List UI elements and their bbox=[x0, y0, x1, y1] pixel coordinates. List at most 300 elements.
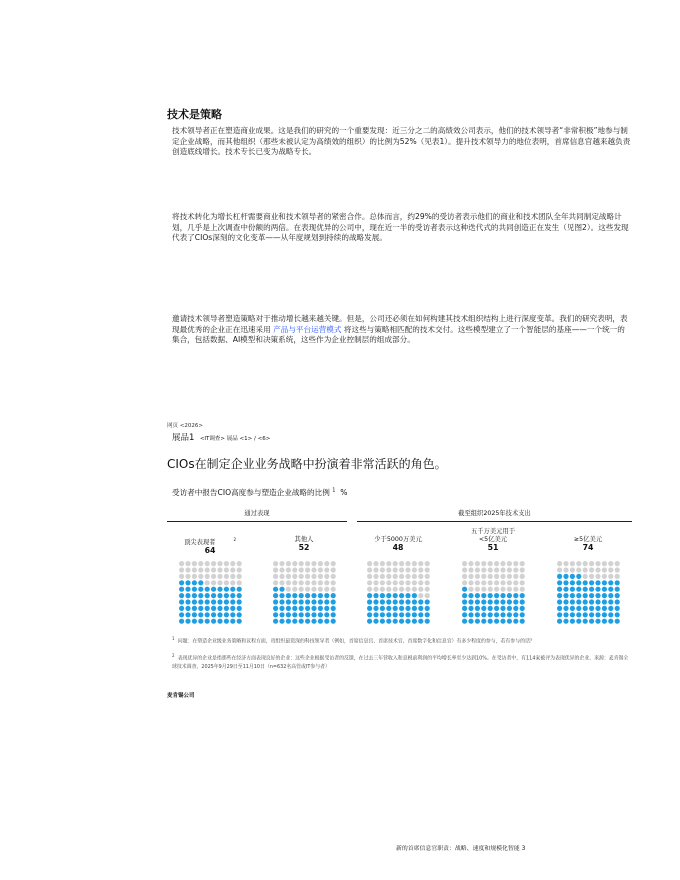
dot-empty bbox=[279, 580, 284, 585]
dot-filled bbox=[204, 587, 209, 592]
dot-filled bbox=[191, 619, 196, 624]
chart-category-label: ≥5亿美元 bbox=[573, 536, 603, 543]
dot-filled bbox=[367, 619, 372, 624]
dot-empty bbox=[367, 574, 372, 579]
dot-filled bbox=[601, 606, 606, 611]
dot-empty bbox=[601, 561, 606, 566]
dot-empty bbox=[236, 561, 241, 566]
dot-empty bbox=[494, 587, 499, 592]
dot-filled bbox=[392, 606, 397, 611]
dot-filled bbox=[211, 612, 216, 617]
dot-filled bbox=[563, 619, 568, 624]
dot-empty bbox=[418, 561, 423, 566]
dot-empty bbox=[418, 574, 423, 579]
dot-filled bbox=[298, 606, 303, 611]
dot-filled bbox=[379, 599, 384, 604]
dot-empty bbox=[324, 561, 329, 566]
dot-empty bbox=[462, 567, 467, 572]
dot-filled bbox=[494, 606, 499, 611]
dot-filled bbox=[519, 612, 524, 617]
dot-empty bbox=[211, 561, 216, 566]
dot-filled bbox=[576, 593, 581, 598]
dot-filled bbox=[576, 619, 581, 624]
dot-filled bbox=[305, 599, 310, 604]
dot-empty bbox=[198, 561, 203, 566]
dot-empty bbox=[298, 561, 303, 566]
dot-filled bbox=[487, 619, 492, 624]
dot-empty bbox=[411, 567, 416, 572]
dot-grid bbox=[462, 561, 525, 624]
dot-empty bbox=[513, 561, 518, 566]
dot-filled bbox=[563, 574, 568, 579]
dot-filled bbox=[285, 619, 290, 624]
dot-filled bbox=[418, 599, 423, 604]
dot-empty bbox=[298, 574, 303, 579]
dot-empty bbox=[230, 574, 235, 579]
dot-filled bbox=[494, 599, 499, 604]
dot-filled bbox=[330, 599, 335, 604]
dot-filled bbox=[198, 593, 203, 598]
dot-filled bbox=[198, 606, 203, 611]
dot-empty bbox=[494, 567, 499, 572]
dot-empty bbox=[513, 580, 518, 585]
dot-filled bbox=[373, 606, 378, 611]
dot-empty bbox=[513, 587, 518, 592]
dot-filled bbox=[298, 619, 303, 624]
dot-empty bbox=[513, 574, 518, 579]
dot-empty bbox=[285, 580, 290, 585]
dot-grid bbox=[179, 561, 242, 624]
subtitle-text: 受访者中报告CIO高度参与塑造企业战略的比例 bbox=[172, 488, 330, 497]
dot-filled bbox=[330, 612, 335, 617]
dot-filled bbox=[324, 619, 329, 624]
dot-filled bbox=[569, 587, 574, 592]
dot-empty bbox=[418, 593, 423, 598]
dot-empty bbox=[608, 574, 613, 579]
exhibit-number: 展品1 bbox=[172, 433, 195, 443]
dot-filled bbox=[292, 606, 297, 611]
dot-empty bbox=[424, 587, 429, 592]
dot-filled bbox=[614, 593, 619, 598]
dot-filled bbox=[462, 619, 467, 624]
dot-empty bbox=[506, 567, 511, 572]
web-label: 网页 <2026> bbox=[167, 423, 203, 429]
dot-filled bbox=[506, 606, 511, 611]
dot-empty bbox=[367, 580, 372, 585]
dot-filled bbox=[411, 606, 416, 611]
dot-filled bbox=[569, 612, 574, 617]
dot-empty bbox=[418, 567, 423, 572]
dot-empty bbox=[474, 567, 479, 572]
dot-filled bbox=[487, 599, 492, 604]
dot-filled bbox=[589, 593, 594, 598]
dot-empty bbox=[324, 574, 329, 579]
dot-filled bbox=[292, 619, 297, 624]
dot-filled bbox=[373, 619, 378, 624]
chart-value-label: 51 bbox=[487, 543, 499, 552]
dot-empty bbox=[373, 567, 378, 572]
dot-filled bbox=[487, 606, 492, 611]
dot-empty bbox=[223, 567, 228, 572]
dot-filled bbox=[474, 599, 479, 604]
dot-empty bbox=[506, 580, 511, 585]
dot-empty bbox=[582, 561, 587, 566]
dot-filled bbox=[285, 612, 290, 617]
dot-filled bbox=[418, 619, 423, 624]
footnote-1-mark: 1 bbox=[172, 636, 175, 641]
dot-empty bbox=[494, 561, 499, 566]
dot-filled bbox=[185, 619, 190, 624]
dot-filled bbox=[386, 619, 391, 624]
dot-empty bbox=[481, 561, 486, 566]
dot-empty bbox=[211, 580, 216, 585]
dot-filled bbox=[179, 606, 184, 611]
dot-empty bbox=[324, 567, 329, 572]
dot-empty bbox=[217, 574, 222, 579]
dot-empty bbox=[285, 567, 290, 572]
dot-filled bbox=[569, 580, 574, 585]
dot-filled bbox=[513, 593, 518, 598]
dot-filled bbox=[367, 593, 372, 598]
dot-filled bbox=[519, 593, 524, 598]
dot-filled bbox=[487, 593, 492, 598]
publisher-name: 麦肯锡公司 bbox=[167, 693, 195, 699]
group-header-performance: 通过表现 bbox=[244, 510, 270, 517]
dot-filled bbox=[582, 612, 587, 617]
dot-filled bbox=[487, 612, 492, 617]
dot-filled bbox=[379, 619, 384, 624]
dot-empty bbox=[481, 587, 486, 592]
dot-empty bbox=[462, 561, 467, 566]
dot-filled bbox=[563, 599, 568, 604]
dot-filled bbox=[576, 612, 581, 617]
dot-filled bbox=[595, 580, 600, 585]
dot-filled bbox=[582, 593, 587, 598]
dot-filled bbox=[557, 574, 562, 579]
dot-empty bbox=[330, 567, 335, 572]
dot-filled bbox=[462, 587, 467, 592]
dot-filled bbox=[468, 619, 473, 624]
dot-filled bbox=[405, 606, 410, 611]
dot-empty bbox=[462, 580, 467, 585]
dot-filled bbox=[462, 612, 467, 617]
dot-empty bbox=[424, 567, 429, 572]
dot-empty bbox=[292, 574, 297, 579]
dot-filled bbox=[330, 593, 335, 598]
footnote-2-mark: 2 bbox=[172, 653, 175, 658]
chart-category-label: 五千万美元用于 bbox=[470, 528, 516, 535]
dot-empty bbox=[317, 580, 322, 585]
dot-empty bbox=[582, 574, 587, 579]
dot-filled bbox=[462, 599, 467, 604]
dot-filled bbox=[582, 606, 587, 611]
chart-column-2 bbox=[264, 536, 344, 552]
dot-filled bbox=[211, 599, 216, 604]
dot-empty bbox=[595, 567, 600, 572]
dot-empty bbox=[487, 587, 492, 592]
dot-filled bbox=[392, 593, 397, 598]
dot-filled bbox=[576, 599, 581, 604]
dot-filled bbox=[185, 593, 190, 598]
dot-filled bbox=[285, 593, 290, 598]
dot-empty bbox=[424, 561, 429, 566]
dot-filled bbox=[292, 612, 297, 617]
dot-filled bbox=[223, 606, 228, 611]
dot-filled bbox=[279, 606, 284, 611]
dot-filled bbox=[185, 580, 190, 585]
dot-grid bbox=[273, 561, 336, 624]
dot-filled bbox=[557, 612, 562, 617]
dot-filled bbox=[418, 606, 423, 611]
dot-filled bbox=[563, 606, 568, 611]
dot-filled bbox=[494, 619, 499, 624]
dot-empty bbox=[273, 574, 278, 579]
dot-filled bbox=[557, 619, 562, 624]
dot-empty bbox=[392, 580, 397, 585]
dot-filled bbox=[576, 574, 581, 579]
dot-empty bbox=[330, 580, 335, 585]
operating-model-link[interactable]: 产品与平台运营模式 bbox=[273, 324, 342, 334]
chart-value-label: 74 bbox=[582, 543, 594, 552]
dot-filled bbox=[519, 619, 524, 624]
dot-filled bbox=[399, 612, 404, 617]
dot-filled bbox=[236, 599, 241, 604]
dot-filled bbox=[217, 606, 222, 611]
dot-filled bbox=[474, 606, 479, 611]
dot-filled bbox=[292, 599, 297, 604]
dot-empty bbox=[411, 580, 416, 585]
dot-filled bbox=[589, 612, 594, 617]
dot-filled bbox=[236, 619, 241, 624]
dot-filled bbox=[324, 593, 329, 598]
dot-empty bbox=[223, 580, 228, 585]
dot-empty bbox=[519, 580, 524, 585]
dot-filled bbox=[279, 612, 284, 617]
dot-empty bbox=[223, 561, 228, 566]
dot-empty bbox=[506, 561, 511, 566]
dot-filled bbox=[236, 606, 241, 611]
dot-filled bbox=[614, 606, 619, 611]
dot-filled bbox=[367, 612, 372, 617]
dot-filled bbox=[191, 580, 196, 585]
dot-filled bbox=[608, 612, 613, 617]
dot-empty bbox=[614, 574, 619, 579]
dot-filled bbox=[569, 619, 574, 624]
dot-empty bbox=[487, 580, 492, 585]
dot-filled bbox=[595, 606, 600, 611]
dot-filled bbox=[519, 599, 524, 604]
section-heading: 技术是策略 bbox=[167, 108, 222, 121]
dot-filled bbox=[589, 599, 594, 604]
dot-filled bbox=[405, 599, 410, 604]
dot-empty bbox=[379, 561, 384, 566]
dot-filled bbox=[595, 612, 600, 617]
dot-empty bbox=[487, 574, 492, 579]
dot-filled bbox=[191, 593, 196, 598]
dot-filled bbox=[191, 612, 196, 617]
dot-filled bbox=[601, 593, 606, 598]
dot-empty bbox=[399, 567, 404, 572]
dot-filled bbox=[230, 587, 235, 592]
dot-filled bbox=[500, 606, 505, 611]
dot-filled bbox=[563, 587, 568, 592]
dot-filled bbox=[191, 587, 196, 592]
dot-empty bbox=[305, 587, 310, 592]
dot-filled bbox=[513, 606, 518, 611]
dot-grid bbox=[557, 561, 620, 624]
dot-filled bbox=[230, 612, 235, 617]
dot-filled bbox=[481, 599, 486, 604]
dot-empty bbox=[468, 561, 473, 566]
dot-filled bbox=[481, 612, 486, 617]
dot-empty bbox=[399, 561, 404, 566]
dot-filled bbox=[305, 593, 310, 598]
dot-empty bbox=[230, 580, 235, 585]
dot-filled bbox=[582, 580, 587, 585]
dot-empty bbox=[392, 587, 397, 592]
dot-empty bbox=[424, 574, 429, 579]
dot-empty bbox=[179, 574, 184, 579]
dot-filled bbox=[519, 606, 524, 611]
dot-empty bbox=[311, 587, 316, 592]
dot-filled bbox=[273, 587, 278, 592]
dot-empty bbox=[230, 567, 235, 572]
dot-empty bbox=[392, 567, 397, 572]
dot-empty bbox=[292, 587, 297, 592]
dot-filled bbox=[576, 606, 581, 611]
dot-filled bbox=[608, 606, 613, 611]
dot-filled bbox=[273, 599, 278, 604]
dot-filled bbox=[557, 599, 562, 604]
dot-empty bbox=[191, 567, 196, 572]
paragraph-3 bbox=[172, 314, 632, 346]
dot-filled bbox=[211, 606, 216, 611]
dot-filled bbox=[223, 612, 228, 617]
dot-filled bbox=[311, 593, 316, 598]
dot-filled bbox=[373, 593, 378, 598]
dot-filled bbox=[223, 587, 228, 592]
dot-empty bbox=[614, 567, 619, 572]
dot-filled bbox=[379, 612, 384, 617]
dot-filled bbox=[608, 593, 613, 598]
dot-filled bbox=[204, 593, 209, 598]
dot-empty bbox=[405, 580, 410, 585]
dot-empty bbox=[513, 567, 518, 572]
dot-filled bbox=[217, 612, 222, 617]
dot-filled bbox=[468, 593, 473, 598]
dot-filled bbox=[614, 612, 619, 617]
dot-filled bbox=[608, 580, 613, 585]
dot-filled bbox=[474, 593, 479, 598]
dot-filled bbox=[481, 619, 486, 624]
dot-empty bbox=[494, 574, 499, 579]
dot-filled bbox=[399, 619, 404, 624]
dot-empty bbox=[330, 587, 335, 592]
dot-filled bbox=[185, 587, 190, 592]
dot-filled bbox=[298, 593, 303, 598]
dot-filled bbox=[411, 599, 416, 604]
dot-empty bbox=[386, 561, 391, 566]
dot-empty bbox=[367, 567, 372, 572]
dot-empty bbox=[405, 574, 410, 579]
dot-filled bbox=[494, 593, 499, 598]
dot-empty bbox=[474, 587, 479, 592]
dot-empty bbox=[494, 580, 499, 585]
dot-filled bbox=[386, 612, 391, 617]
dot-empty bbox=[285, 574, 290, 579]
dot-filled bbox=[589, 606, 594, 611]
dot-filled bbox=[223, 593, 228, 598]
dot-filled bbox=[601, 587, 606, 592]
dot-filled bbox=[595, 593, 600, 598]
dot-empty bbox=[379, 567, 384, 572]
dot-empty bbox=[500, 561, 505, 566]
dot-empty bbox=[411, 561, 416, 566]
dot-filled bbox=[595, 599, 600, 604]
dot-filled bbox=[217, 619, 222, 624]
dot-empty bbox=[563, 561, 568, 566]
dot-filled bbox=[236, 587, 241, 592]
dot-empty bbox=[481, 574, 486, 579]
footnote-1 bbox=[172, 635, 632, 646]
dot-empty bbox=[198, 567, 203, 572]
dot-filled bbox=[569, 593, 574, 598]
dot-empty bbox=[569, 561, 574, 566]
dot-empty bbox=[506, 574, 511, 579]
dot-filled bbox=[506, 619, 511, 624]
dot-empty bbox=[468, 567, 473, 572]
dot-empty bbox=[305, 567, 310, 572]
dot-empty bbox=[185, 567, 190, 572]
dot-empty bbox=[236, 580, 241, 585]
dot-filled bbox=[589, 580, 594, 585]
dot-filled bbox=[285, 599, 290, 604]
dot-empty bbox=[418, 580, 423, 585]
footnote-1-text: 问题：在塑造企业级业务策略和议程方面，贵组织最资深的科技领导者（例如，首席信息官、首席技术官、首席数字化和信息官）有多少程度的参与，若有参与的话？ bbox=[177, 638, 535, 645]
dot-empty bbox=[285, 561, 290, 566]
dot-empty bbox=[379, 580, 384, 585]
chart-footnote-mark: 2 bbox=[233, 537, 237, 542]
chart-category-label: <5亿美元 bbox=[478, 536, 508, 543]
dot-empty bbox=[399, 574, 404, 579]
dot-filled bbox=[198, 580, 203, 585]
dot-empty bbox=[405, 561, 410, 566]
dot-empty bbox=[392, 574, 397, 579]
chart-column-1 bbox=[170, 536, 250, 555]
dot-empty bbox=[179, 567, 184, 572]
dot-empty bbox=[367, 561, 372, 566]
dot-filled bbox=[601, 612, 606, 617]
dot-empty bbox=[373, 574, 378, 579]
exhibit-tag: <IT调查> 展品 <1> / <6> bbox=[199, 436, 271, 442]
dot-empty bbox=[236, 567, 241, 572]
dot-filled bbox=[462, 593, 467, 598]
dot-empty bbox=[298, 580, 303, 585]
dot-empty bbox=[279, 561, 284, 566]
dot-empty bbox=[223, 574, 228, 579]
dot-filled bbox=[191, 599, 196, 604]
dot-empty bbox=[589, 574, 594, 579]
dot-empty bbox=[217, 567, 222, 572]
subtitle-unit: % bbox=[340, 488, 348, 497]
dot-filled bbox=[373, 599, 378, 604]
dot-empty bbox=[392, 561, 397, 566]
dot-filled bbox=[217, 587, 222, 592]
dot-filled bbox=[424, 606, 429, 611]
dot-filled bbox=[468, 612, 473, 617]
group-header-spend: 截至组织2025年技术支出 bbox=[458, 510, 531, 517]
dot-filled bbox=[506, 612, 511, 617]
